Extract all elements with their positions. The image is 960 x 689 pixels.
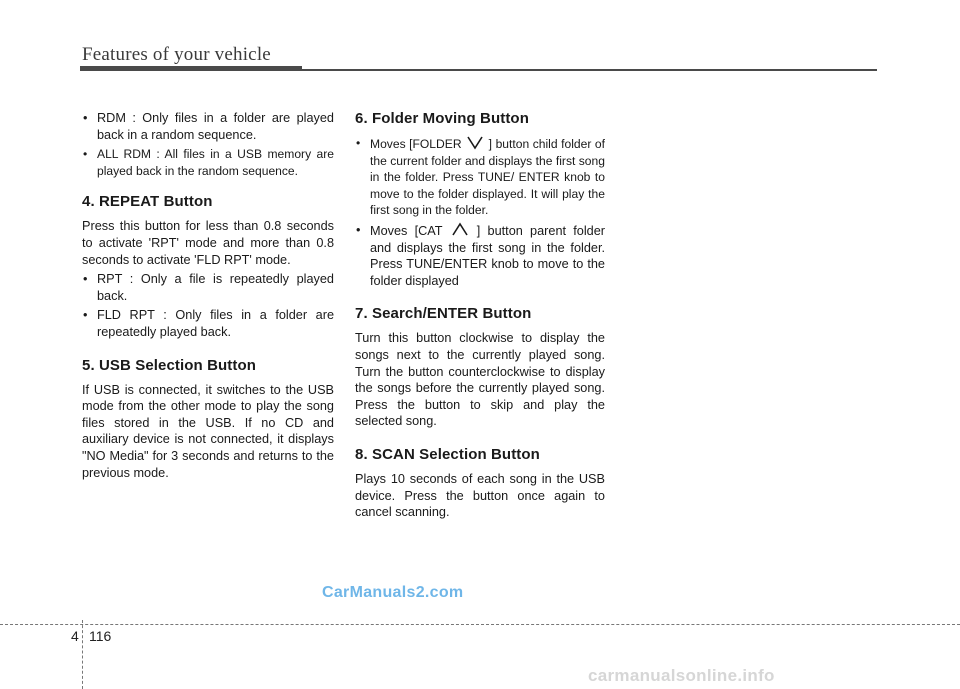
page-header-title: Features of your vehicle <box>82 44 271 65</box>
list-item-rpt <box>82 271 334 304</box>
list-item-text-before: Moves [FOLDER <box>370 137 462 151</box>
bullet-dot: • <box>83 111 88 125</box>
bullet-dot: • <box>83 147 88 162</box>
list-item-text-after: ] button parent folder and displays the first song in the folder. Press TUNE/ENTER knob to move to the folder displayed <box>370 223 605 288</box>
usb-paragraph: If USB is connected, it switches to the USB mode from the other mode to play the song files stored in the USB. If no CD and auxiliary device is not connected, it displays "NO Media" for 3 seconds and returns to the previous mode. <box>82 382 334 480</box>
list-item-fld-rpt <box>82 307 334 340</box>
repeat-paragraph: Press this button for less than 0.8 seconds to activate 'RPT' mode and more than 0.8 seconds to activate 'FLD RPT' mode. <box>82 219 334 267</box>
list-item-text-after: ] button child folder of the current folder and displays the first song in the folder. Press TUNE/ ENTER knob to move to the folder displayed. It will play the first song in the folder. <box>370 137 605 218</box>
list-item-rdm <box>82 110 334 143</box>
section-heading-folder: 6. Folder Moving Button <box>355 110 529 127</box>
site-watermark: carmanualsonline.info <box>588 666 775 685</box>
list-item-all-rdm <box>82 146 334 179</box>
list-item-folder-move <box>355 135 605 219</box>
list-item-text: RDM : Only files in a folder are played back in a random sequence. <box>97 111 334 142</box>
footer-rule <box>0 624 960 625</box>
up-arrow-icon <box>450 222 470 237</box>
bullet-dot: • <box>356 222 361 237</box>
down-arrow-icon <box>465 135 485 150</box>
watermark-link[interactable]: CarManuals2.com <box>322 584 464 601</box>
right-column <box>355 110 605 524</box>
bullet-dot: • <box>83 308 88 323</box>
header-rule-thick <box>80 66 302 71</box>
bullet-dot: • <box>356 136 361 150</box>
list-item-text: ALL RDM : All files in a USB memory are played back in the random sequence. <box>97 147 334 178</box>
header-rule-thin <box>302 69 877 71</box>
list-item-text-before: Moves [CAT <box>370 223 443 238</box>
list-item-text: RPT : Only a file is repeatedly played back. <box>97 272 334 303</box>
footer-divider <box>82 620 83 689</box>
section-heading-repeat: 4. REPEAT Button <box>82 193 213 211</box>
section-heading-usb: 5. USB Selection Button <box>82 356 256 374</box>
bullet-dot: • <box>83 272 88 287</box>
chapter-number: 4 <box>71 628 79 644</box>
list-item-cat-move <box>355 222 605 289</box>
search-paragraph: Turn this button clockwise to display the songs next to the currently played song. Turn the button counterclockwise to display the songs before the currently played song. Press the button to skip and play the selected song. <box>355 331 605 429</box>
left-column <box>82 110 334 484</box>
scan-paragraph: Plays 10 seconds of each song in the USB device. Press the button once again to cancel scanning. <box>355 471 605 520</box>
page-number: 116 <box>89 628 112 644</box>
section-heading-search: 7. Search/ENTER Button <box>355 305 532 323</box>
list-item-text: FLD RPT : Only files in a folder are repeatedly played back. <box>97 308 334 339</box>
section-heading-scan: 8. SCAN Selection Button <box>355 445 540 463</box>
